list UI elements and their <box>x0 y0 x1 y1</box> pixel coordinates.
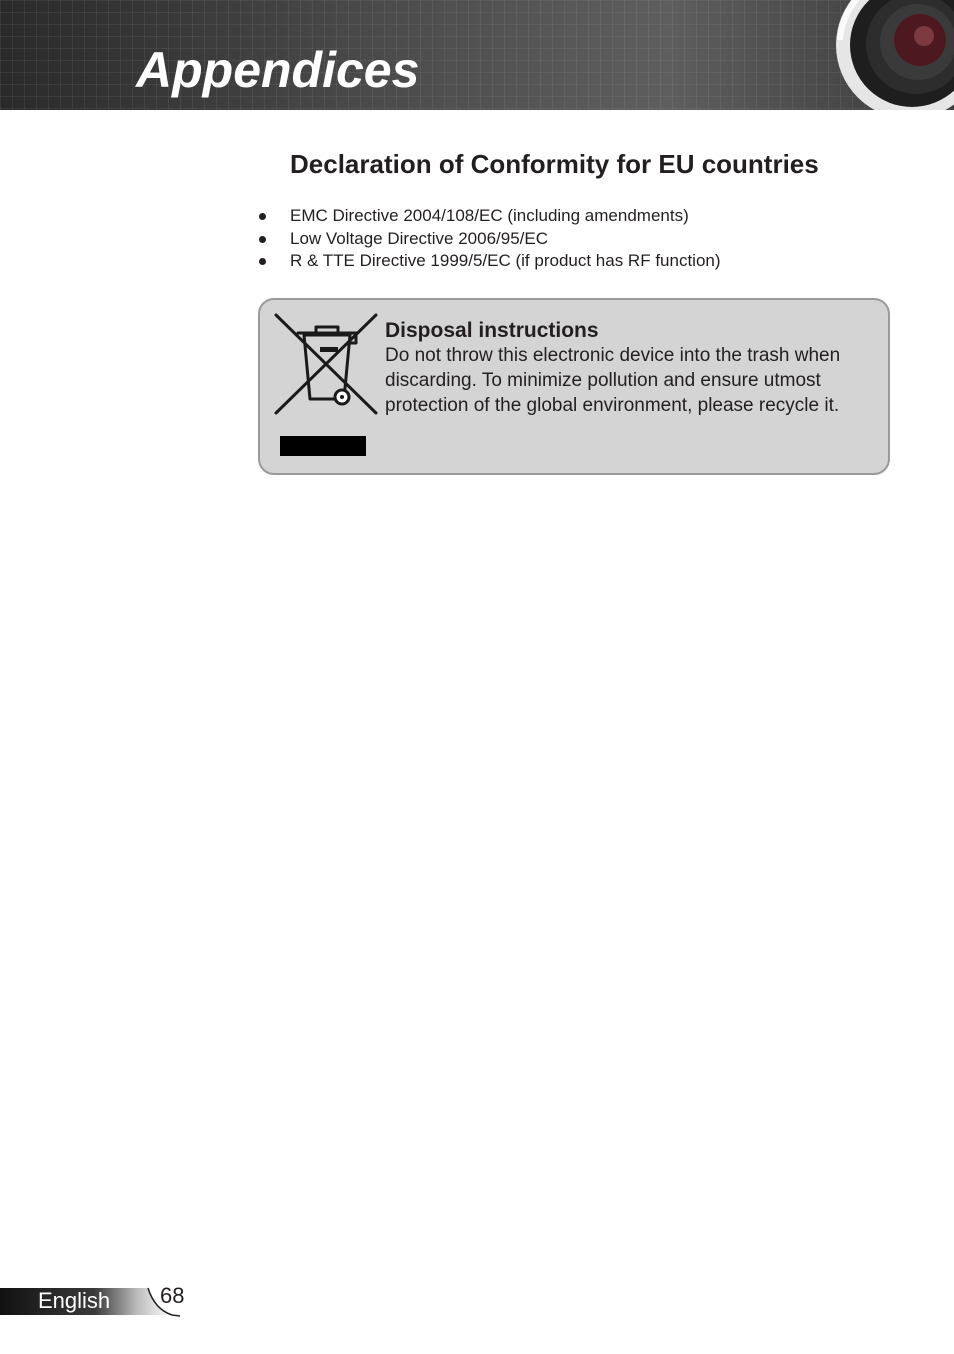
list-item-text: EMC Directive 2004/108/EC (including amendments) <box>290 206 689 225</box>
disposal-text: Do not throw this electronic device into the trash when discarding. To minimize pollution and ensure utmost protection of the global environment, please recycle it. <box>385 345 841 416</box>
list-item-text: Low Voltage Directive 2006/95/EC <box>290 228 548 248</box>
black-bar-symbol <box>280 436 366 456</box>
section-title: Declaration of Conformity for EU countries <box>290 149 819 179</box>
list-item-text: R & TTE Directive 1999/5/EC (if product has RF function) <box>290 251 721 270</box>
disposal-note-box <box>258 298 890 475</box>
list-item <box>258 250 721 273</box>
bullet-icon <box>259 213 266 220</box>
footer-language: English <box>38 1288 111 1313</box>
page-header-title: Appendices <box>136 42 420 98</box>
projector-lens-icon <box>820 0 954 110</box>
bullet-icon <box>259 236 266 243</box>
page-number: 68 <box>160 1283 185 1308</box>
list-item <box>258 205 721 228</box>
directive-list <box>258 205 721 273</box>
crossed-out-wheelie-bin-icon <box>272 311 380 419</box>
bullet-icon <box>259 258 266 265</box>
disposal-title: Disposal instructions <box>385 319 599 342</box>
list-item <box>258 228 721 251</box>
page-header-banner <box>0 0 954 110</box>
